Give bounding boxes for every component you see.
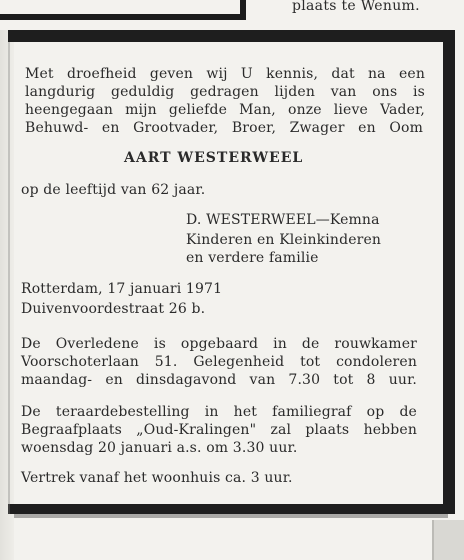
- departure-line: Vertrek vanaf het woonhuis ca. 3 uur.: [21, 470, 293, 486]
- frame-inner-edge: [8, 42, 10, 514]
- frame-shadow: [14, 514, 448, 518]
- previous-clipping-text: plaats te Wenum.: [292, 0, 420, 14]
- intro-line-3: heengegaan mijn geliefde Man, onze lieve Vader,: [25, 102, 425, 118]
- family-line-3: en verdere familie: [186, 250, 319, 266]
- laid-out-line-2: Voorschoterlaan 51. Gelegenheid tot condoleren: [21, 354, 417, 370]
- family-line-2: Kinderen en Kleinkinderen: [186, 232, 382, 248]
- deceased-name: AART WESTERWEEL: [124, 150, 304, 166]
- place-date: Rotterdam, 17 januari 1971: [21, 281, 223, 297]
- family-line-1: D. WESTERWEEL—Kemna: [186, 212, 380, 228]
- burial-line-1: De teraardebestelling in het familiegraf op de: [21, 404, 417, 420]
- previous-clipping-border: [0, 0, 246, 20]
- intro-line-1: Met droefheid geven wij U kennis, dat na een: [25, 66, 425, 82]
- laid-out-line-3: maandag- en dinsdagavond van 7.30 tot 8 uur.: [21, 372, 417, 388]
- age-line: op de leeftijd van 62 jaar.: [21, 182, 206, 198]
- address: Duivenvoordestraat 26 b.: [21, 301, 206, 317]
- intro-line-4: Behuwd- en Grootvader, Broer, Zwager en Oom: [25, 120, 423, 136]
- intro-line-2: langdurig geduldig gedragen lijden van ons is: [25, 84, 425, 100]
- burial-line-2: Begraafplaats „Oud-Kralingen" zal plaats hebben: [21, 422, 417, 438]
- page-corner: [432, 520, 464, 560]
- burial-line-3: woensdag 20 januari a.s. om 3.30 uur.: [21, 440, 298, 456]
- laid-out-line-1: De Overledene is opgebaard in de rouwkamer: [21, 336, 417, 352]
